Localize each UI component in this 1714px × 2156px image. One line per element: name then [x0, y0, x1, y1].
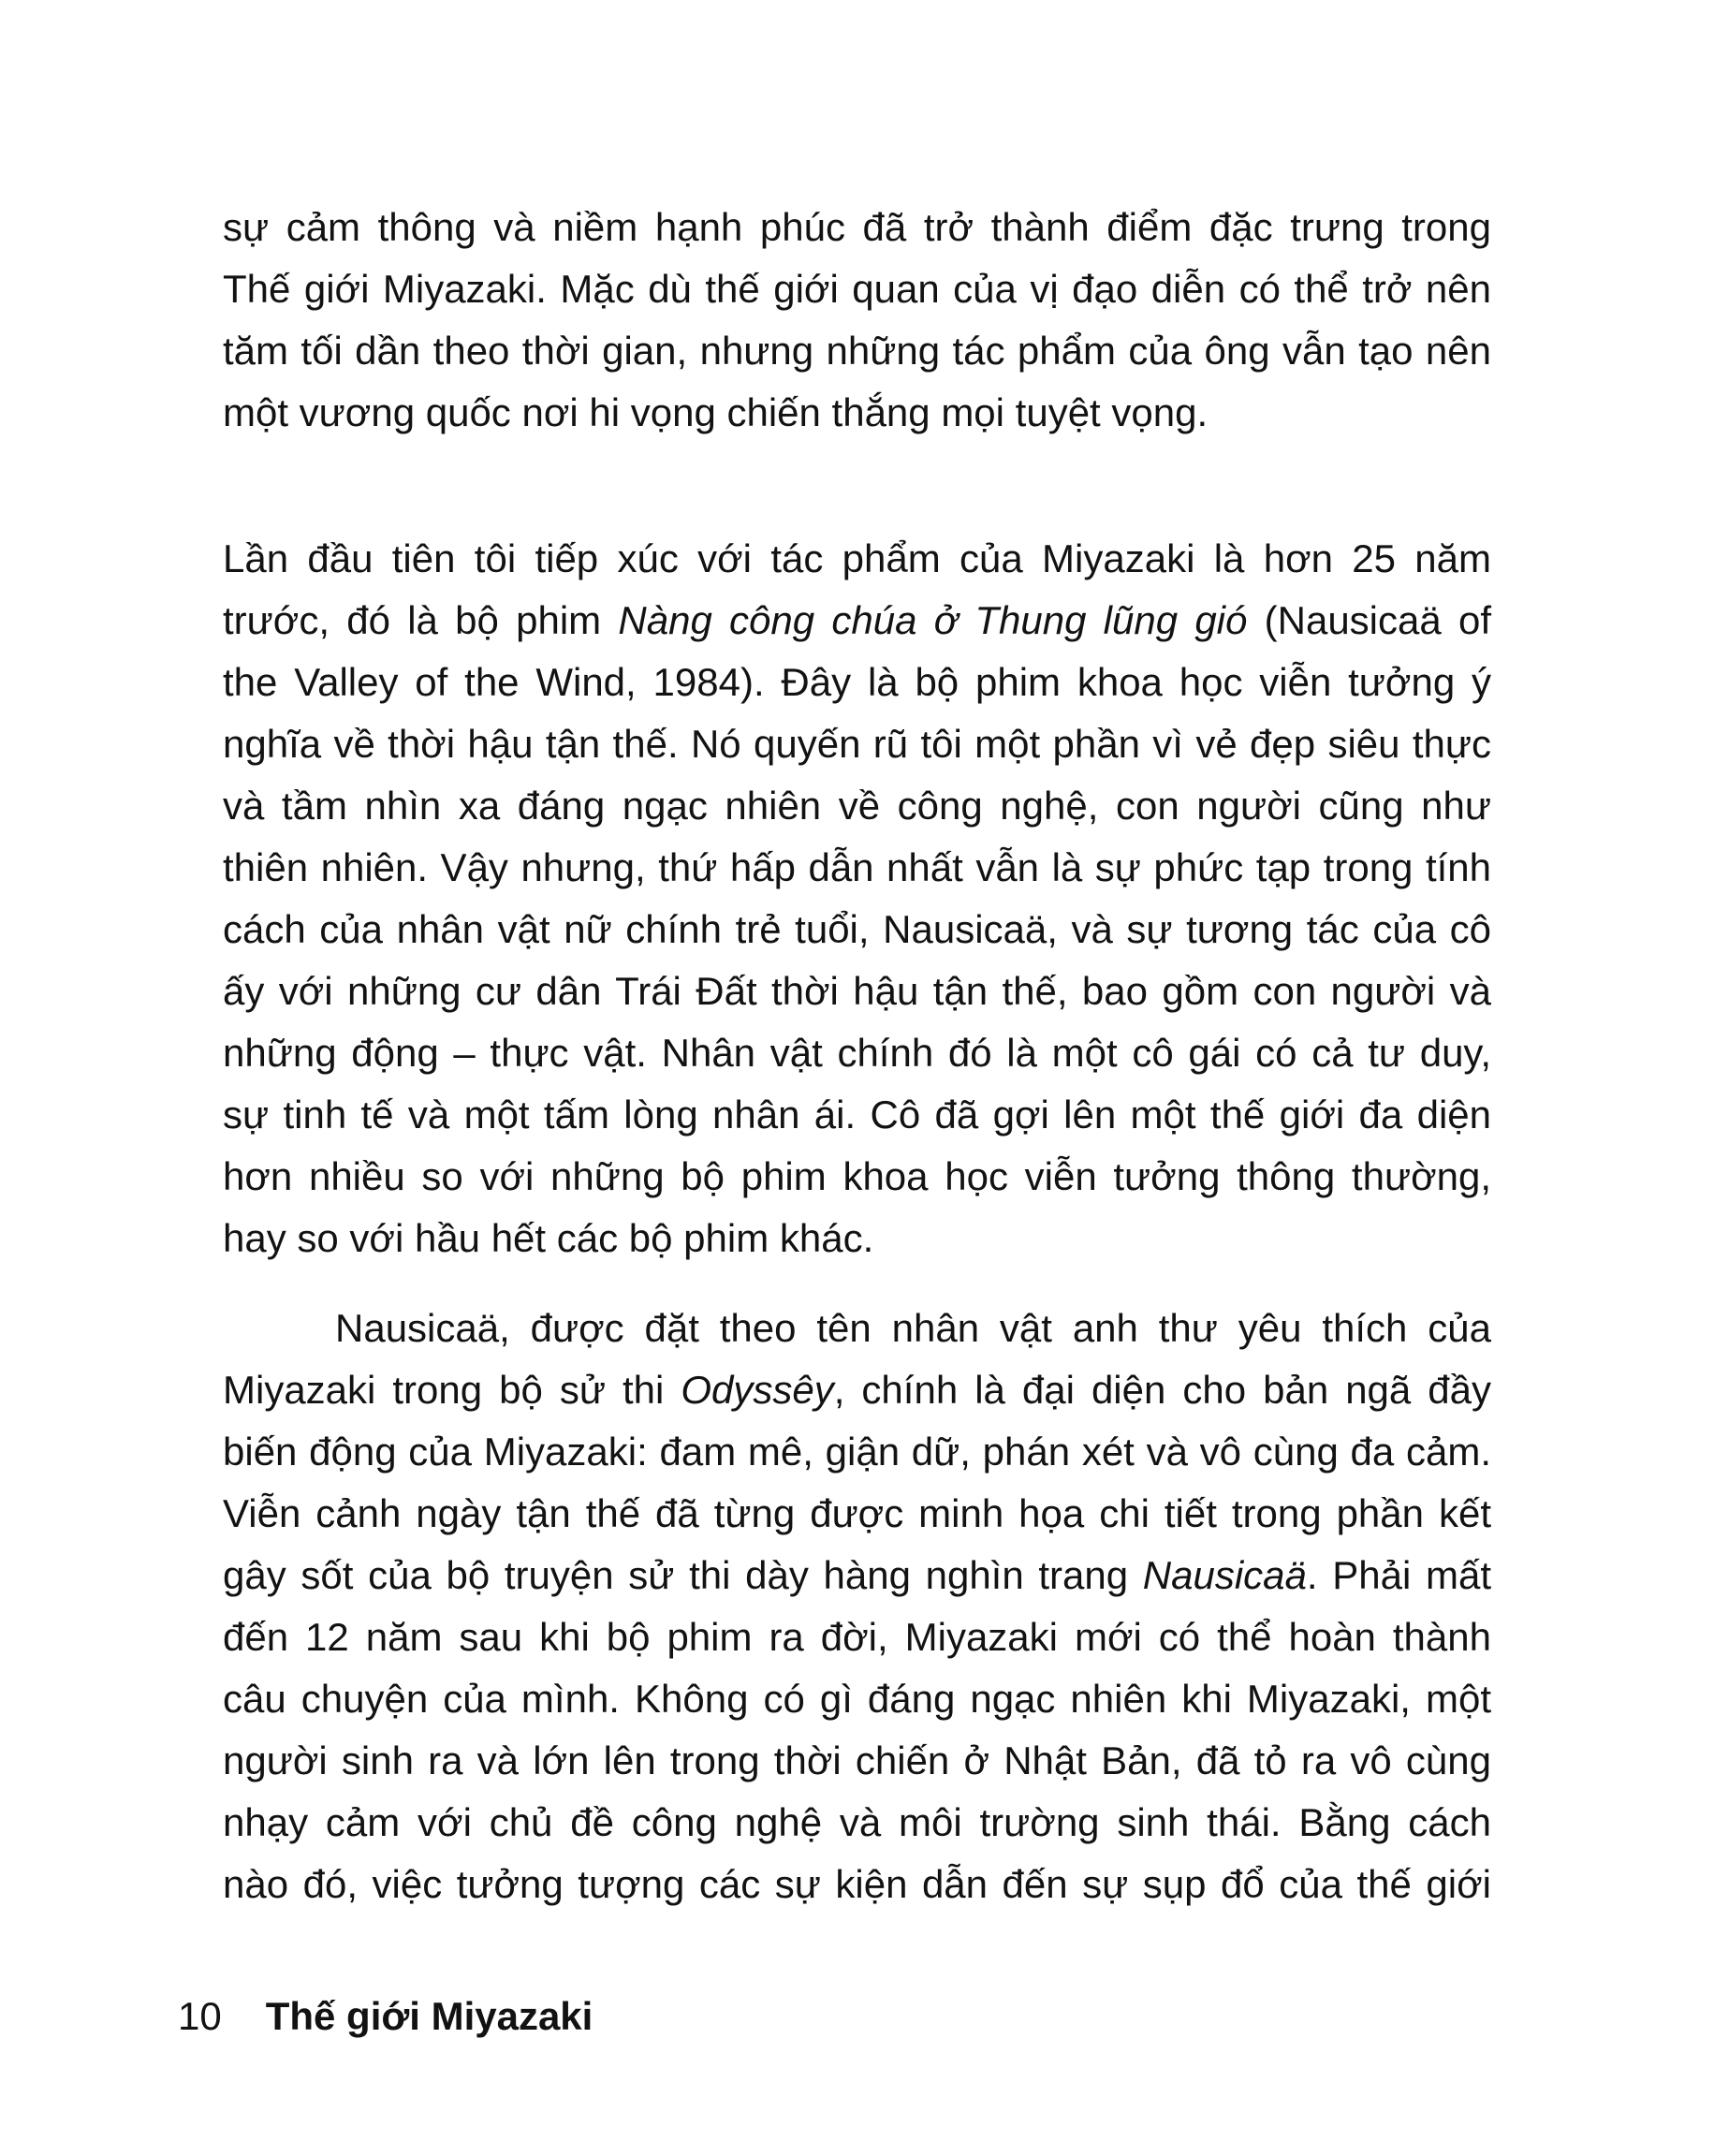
text-run: biến động của Miyazaki: đam mê, giận dữ, phán xét và vô cùng đa cảm.	[223, 1430, 1491, 1474]
text-line	[223, 713, 1491, 775]
text-line	[223, 1146, 1491, 1208]
text-run: tăm tối dần theo thời gian, nhưng những tác phẩm của ông vẫn tạo nên	[223, 329, 1491, 373]
text-run: nhạy cảm với chủ đề công nghệ và môi trường sinh thái. Bằng cách	[223, 1800, 1491, 1844]
page-footer	[178, 1986, 593, 2047]
text-line	[223, 528, 1491, 590]
italic-epic-title: Odyssêy	[681, 1368, 834, 1412]
italic-film-title: Nàng công chúa ở Thung lũng gió	[618, 598, 1248, 642]
text-run: người sinh ra và lớn lên trong thời chiến ở Nhật Bản, đã tỏ ra vô cùng	[223, 1738, 1491, 1782]
text-run: Lần đầu tiên tôi tiếp xúc với tác phẩm của Miyazaki là hơn 25 năm	[223, 536, 1491, 580]
text-run: . Phải mất	[1306, 1553, 1491, 1597]
paragraph	[223, 197, 1491, 444]
text-line	[223, 1854, 1491, 1915]
text-line	[223, 1483, 1491, 1545]
text-run: ấy với những cư dân Trái Đất thời hậu tận thế, bao gồm con người và	[223, 969, 1491, 1013]
text-run: nghĩa về thời hậu tận thế. Nó quyến rũ tôi một phần vì vẻ đẹp siêu thực	[223, 722, 1491, 766]
text-line	[223, 1208, 1491, 1269]
text-line	[223, 590, 1491, 652]
text-line	[223, 1359, 1491, 1421]
text-run: the Valley of the Wind, 1984). Đây là bộ phim khoa học viễn tưởng ý	[223, 660, 1491, 704]
text-run: sự cảm thông và niềm hạnh phúc đã trở thành điểm đặc trưng trong	[223, 205, 1491, 249]
text-line	[223, 1730, 1491, 1792]
text-line	[223, 961, 1491, 1022]
text-line	[223, 1668, 1491, 1730]
text-line	[223, 382, 1491, 444]
text-run: , chính là đại diện cho bản ngã đầy	[833, 1368, 1491, 1412]
text-line	[223, 320, 1491, 382]
text-run: sự tinh tế và một tấm lòng nhân ái. Cô đã gợi lên một thế giới đa diện	[223, 1093, 1491, 1137]
text-run: hơn nhiều so với những bộ phim khoa học viễn tưởng thông thường,	[223, 1154, 1491, 1198]
text-line	[223, 652, 1491, 713]
running-title: Thế giới Miyazaki	[265, 1994, 593, 2038]
text-line	[223, 837, 1491, 899]
text-run: (Nausicaä of	[1247, 598, 1491, 642]
text-run: nào đó, việc tưởng tượng các sự kiện dẫn đến sự sụp đổ của thế giới	[223, 1862, 1491, 1906]
text-run: hay so với hầu hết các bộ phim khác.	[223, 1216, 874, 1260]
paragraph	[223, 1298, 1491, 1915]
text-run: thiên nhiên. Vậy nhưng, thứ hấp dẫn nhất vẫn là sự phức tạp trong tính	[223, 845, 1491, 889]
text-line	[223, 258, 1491, 320]
text-line	[223, 1792, 1491, 1854]
text-line	[223, 1022, 1491, 1084]
text-line	[223, 1298, 1491, 1359]
text-run: những động – thực vật. Nhân vật chính đó là một cô gái có cả tư duy,	[223, 1031, 1491, 1075]
page-body	[223, 197, 1491, 1915]
text-run: đến 12 năm sau khi bộ phim ra đời, Miyazaki mới có thể hoàn thành	[223, 1615, 1491, 1659]
text-run: Viễn cảnh ngày tận thế đã từng được minh họa chi tiết trong phần kết	[223, 1491, 1491, 1535]
text-run: Nausicaä, được đặt theo tên nhân vật anh thư yêu thích của	[335, 1306, 1491, 1350]
text-run: cách của nhân vật nữ chính trẻ tuổi, Nausicaä, và sự tương tác của cô	[223, 907, 1491, 951]
text-line	[223, 1545, 1491, 1606]
text-line	[223, 1421, 1491, 1483]
text-run: và tầm nhìn xa đáng ngạc nhiên về công nghệ, con người cũng như	[223, 784, 1491, 828]
text-run: trước, đó là bộ phim	[223, 598, 619, 642]
text-run: Thế giới Miyazaki. Mặc dù thế giới quan của vị đạo diễn có thể trở nên	[223, 267, 1491, 311]
text-line	[223, 197, 1491, 258]
text-line	[223, 1606, 1491, 1668]
text-run: một vương quốc nơi hi vọng chiến thắng mọi tuyệt vọng.	[223, 390, 1209, 434]
text-run: Miyazaki trong bộ sử thi	[223, 1368, 681, 1412]
italic-manga-title: Nausicaä	[1142, 1553, 1307, 1597]
text-run: gây sốt của bộ truyện sử thi dày hàng nghìn trang	[223, 1553, 1143, 1597]
text-line	[223, 899, 1491, 961]
paragraph	[223, 528, 1491, 1269]
text-line	[223, 1084, 1491, 1146]
text-line	[223, 775, 1491, 837]
page-number: 10	[178, 1994, 222, 2038]
text-run: câu chuyện của mình. Không có gì đáng ngạc nhiên khi Miyazaki, một	[223, 1677, 1491, 1721]
